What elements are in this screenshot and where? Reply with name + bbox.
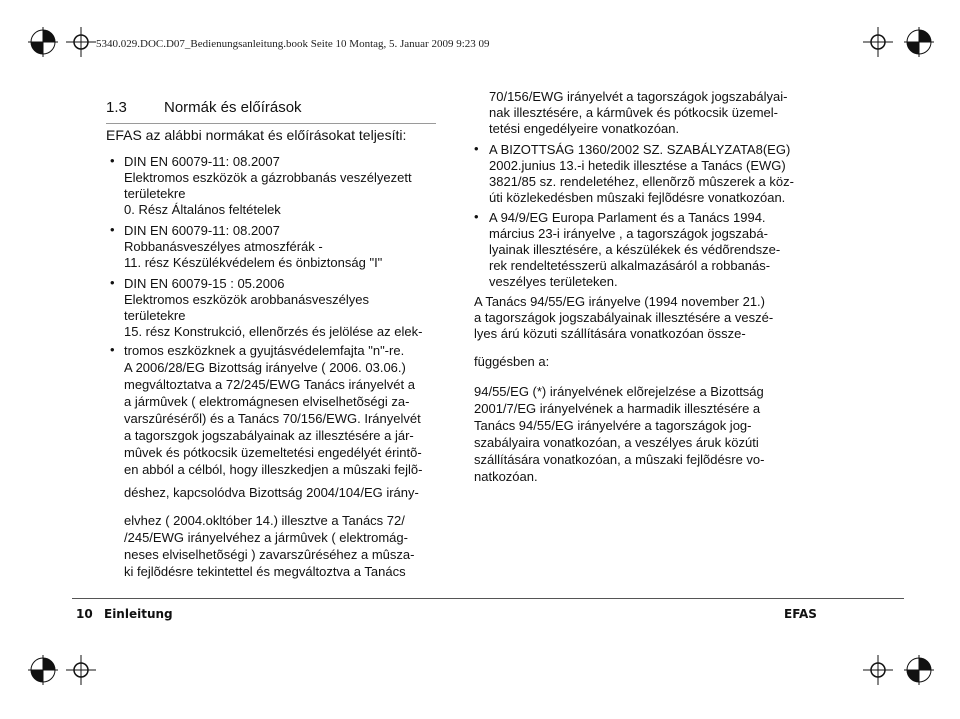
bullet-icon: • bbox=[110, 275, 115, 290]
bullet-icon: • bbox=[474, 209, 479, 224]
text-line: 70/156/EWG irányelvét a tagországok jogszabályai- bbox=[489, 89, 788, 104]
text-line: A 94/9/EG Europa Parlament és a Tanács 1994. bbox=[489, 210, 766, 225]
bullet-icon: • bbox=[474, 141, 479, 156]
text-line: szabályaira vonatkozóan, a veszélyes áruk közúti bbox=[474, 435, 759, 450]
text-line: rek rendeltetésszerü alkalmazásáról a robbanás- bbox=[489, 258, 771, 273]
page-number: 10 bbox=[76, 607, 93, 621]
crosshair-mark-icon bbox=[66, 27, 96, 57]
section-divider bbox=[106, 123, 436, 124]
registration-mark-icon bbox=[28, 655, 58, 685]
text-line: tromos eszközknek a gyujtásvédelemfajta "n"-re. bbox=[124, 343, 405, 358]
footer-divider bbox=[72, 598, 904, 599]
text-line: DIN EN 60079-11: 08.2007 bbox=[124, 223, 280, 238]
bullet-icon: • bbox=[110, 222, 115, 237]
text-line: függésben a: bbox=[474, 354, 550, 369]
registration-mark-icon bbox=[28, 27, 58, 57]
text-line: elvhez ( 2004.okltóber 14.) illesztve a Tanács 72/ bbox=[124, 513, 405, 528]
registration-mark-icon bbox=[904, 655, 934, 685]
text-line: 0. Rész Általános feltételek bbox=[124, 202, 281, 217]
crosshair-mark-icon bbox=[863, 27, 893, 57]
text-line: A 2006/28/EG Bizottság irányelve ( 2006. 03.06.) bbox=[124, 360, 406, 375]
text-line: Elektromos eszközök a gázrobbanás veszélyezett bbox=[124, 170, 412, 185]
text-line: DIN EN 60079-15 : 05.2006 bbox=[124, 276, 285, 291]
text-line: 3821/85 sz. rendeletéhez, ellenõrzõ mûszerek a köz- bbox=[489, 174, 794, 189]
registration-mark-icon bbox=[904, 27, 934, 57]
print-header-meta: 5340.029.DOC.D07_Bedienungsanleitung.book Seite 10 Montag, 5. Januar 2009 9:23 09 bbox=[96, 38, 490, 50]
text-line: mûvek és pótkocsik üzemeltetési engedélyét érintõ- bbox=[124, 445, 422, 460]
chapter-name: Einleitung bbox=[104, 607, 173, 621]
text-line: március 23-i irányelve , a tagországok jogszabá- bbox=[489, 226, 768, 241]
text-line: megváltoztatva a 72/245/EWG Tanács irányelvét a bbox=[124, 377, 415, 392]
text-line: Tanács 94/55/EG irányelvére a tagországok jog- bbox=[474, 418, 752, 433]
text-line: nak illesztésére, a kármûvek és pótkocsik üzemel- bbox=[489, 105, 779, 120]
text-line: lyes árú közuti szállítására vonatkozóan össze- bbox=[474, 326, 746, 341]
crosshair-mark-icon bbox=[66, 655, 96, 685]
section-title: Normák és előírások bbox=[164, 99, 302, 116]
text-line: DIN EN 60079-11: 08.2007 bbox=[124, 154, 280, 169]
text-line: lyainak illesztésére, a készülékek és védõrendsze- bbox=[489, 242, 781, 257]
text-line: úti közlekedésben mûszaki fejlõdésre vonatkozóan. bbox=[489, 190, 786, 205]
text-line: Robbanásveszélyes atmoszférák - bbox=[124, 239, 323, 254]
text-line: ki fejlõdésre tekintettel és megváltoztva a Tanács bbox=[124, 564, 406, 579]
section-intro: EFAS az alábbi normákat és előírásokat teljesíti: bbox=[106, 127, 407, 143]
text-line: 11. rész Készülékvédelem és önbiztonság "I" bbox=[124, 255, 383, 270]
text-line: 2002.junius 13.-i hetedik illesztése a Tanács (EWG) bbox=[489, 158, 786, 173]
crosshair-mark-icon bbox=[863, 655, 893, 685]
text-line: /245/EWG irányelvéhez a jármûvek ( elektromág- bbox=[124, 530, 408, 545]
text-line: varszûréséről) és a Tanács 70/156/EWG. Irányelvét bbox=[124, 411, 421, 426]
text-line: déshez, kapcsolódva Bizottság 2004/104/EG irány- bbox=[124, 485, 419, 500]
text-line: a jármûvek ( elektromágnesen elviselhetõségi za- bbox=[124, 394, 410, 409]
text-line: en abból a célból, hogy illeszkedjen a mûszaki fejlõ- bbox=[124, 462, 423, 477]
text-line: szállítására vonatkozóan, a mûszaki fejlõdésre vo- bbox=[474, 452, 765, 467]
text-line: tetési engedélyeire vonatkozóan. bbox=[489, 121, 680, 136]
text-line: területekre bbox=[124, 186, 186, 201]
text-line: 94/55/EG (*) irányelvének elõrejelzése a Bizottság bbox=[474, 384, 764, 399]
brand-name: EFAS bbox=[784, 607, 817, 621]
text-line: A BIZOTTSÁG 1360/2002 SZ. SZABÁLYZATA8(EG) bbox=[489, 142, 791, 157]
text-line: területekre bbox=[124, 308, 186, 323]
section-number: 1.3 bbox=[106, 99, 127, 116]
text-line: A Tanács 94/55/EG irányelve (1994 november 21.) bbox=[474, 294, 765, 309]
text-line: 2001/7/EG irányelvének a harmadik illesztésére a bbox=[474, 401, 761, 416]
text-line: veszélyes területeken. bbox=[489, 274, 618, 289]
bullet-icon: • bbox=[110, 153, 115, 168]
text-line: a tagorszgok jogszabályainak az illesztésére a jár- bbox=[124, 428, 414, 443]
text-line: 15. rész Konstrukció, ellenõrzés és jelölése az elek- bbox=[124, 324, 423, 339]
text-line: natkozóan. bbox=[474, 469, 538, 484]
text-line: a tagországok jogszabályainak illesztésére a veszé- bbox=[474, 310, 774, 325]
text-line: neses elviselhetõségi ) zavarszûréséhez a mûsza- bbox=[124, 547, 415, 562]
bullet-icon: • bbox=[110, 342, 115, 357]
text-line: Elektromos eszközök arobbanásveszélyes bbox=[124, 292, 369, 307]
